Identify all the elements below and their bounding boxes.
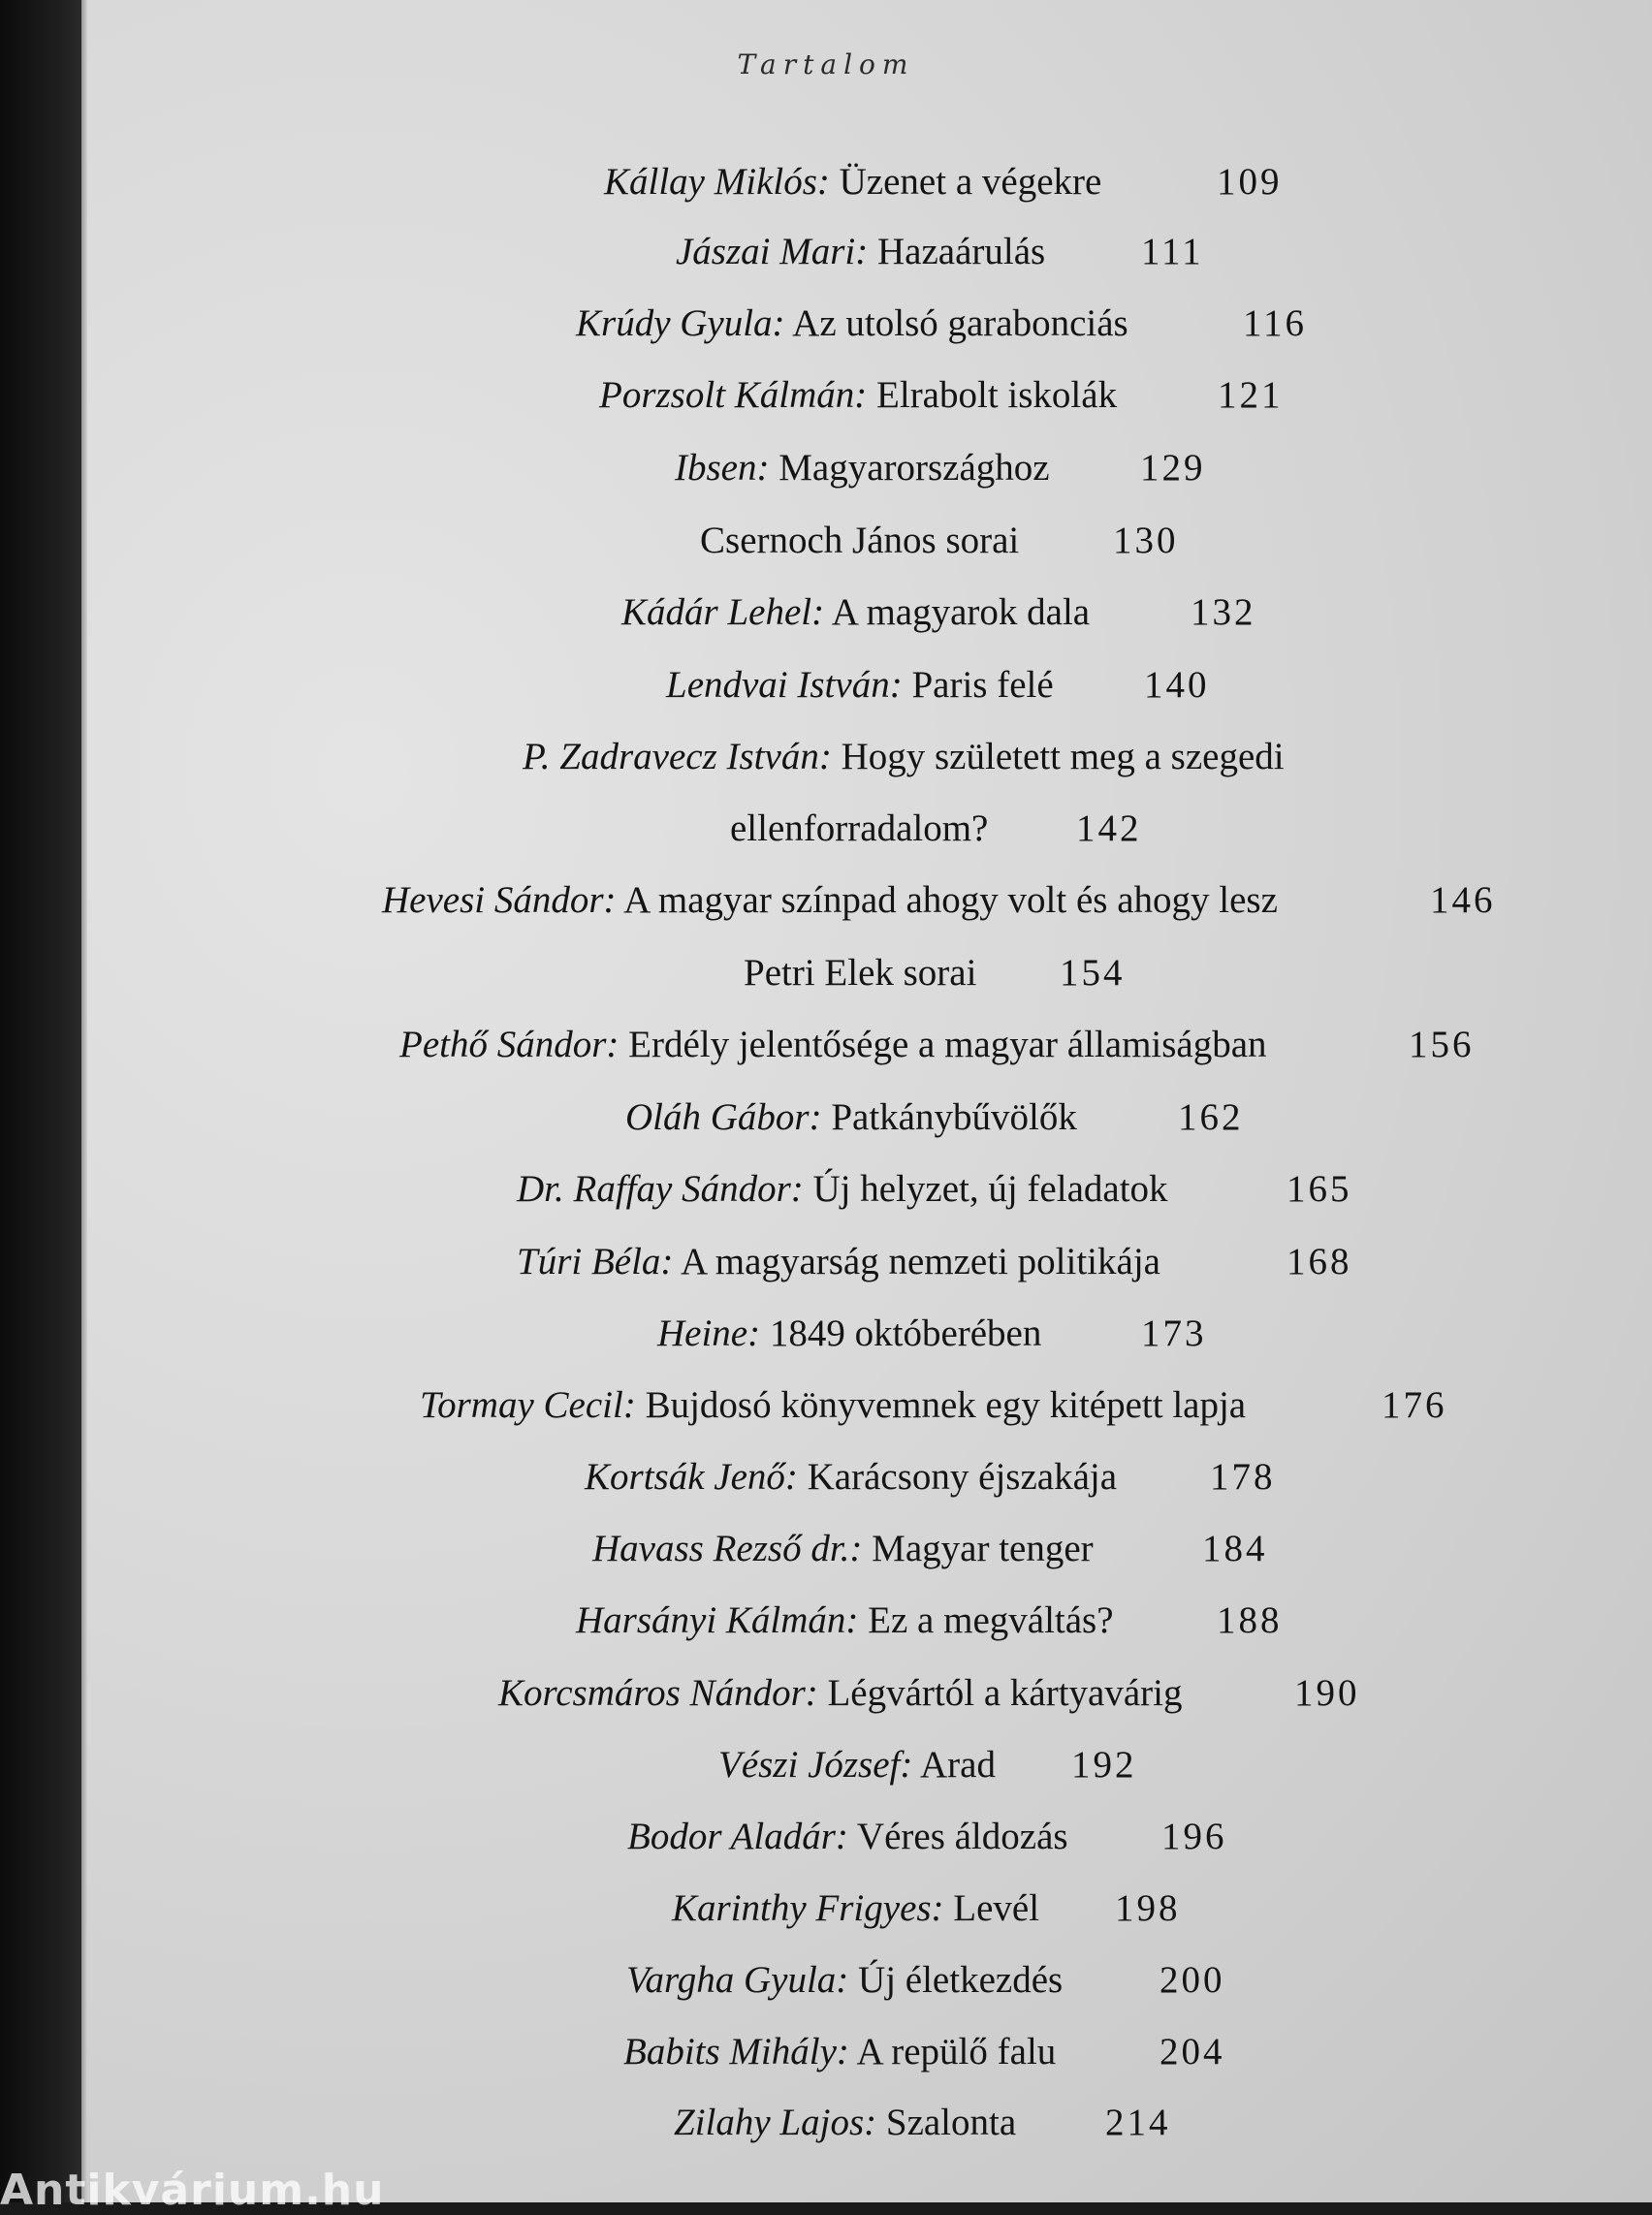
toc-entry-author: Vészi József:: [718, 1744, 913, 1786]
toc-entry-author: P. Zadravecz István:: [523, 736, 832, 777]
toc-entry-author: Ibsen:: [675, 447, 770, 489]
toc-entry-author: Oláh Gábor:: [625, 1096, 822, 1138]
toc-entry-page-number: 121: [1218, 374, 1284, 416]
toc-entry-title: ellenforradalom?: [730, 807, 989, 849]
toc-entry-title: Erdély jelentősége a magyar államiságban: [628, 1024, 1267, 1065]
toc-entry: [585, 1458, 1117, 1496]
toc-entry-author: Tormay Cecil:: [420, 1384, 636, 1426]
toc-entry-author: Harsányi Kálmán:: [576, 1599, 859, 1641]
toc-entry-title: Légvártól a kártyavárig: [827, 1672, 1183, 1714]
toc-entry-page-number: 204: [1160, 2031, 1225, 2073]
toc-entry: [718, 1746, 996, 1784]
toc-entry-page-number: 168: [1287, 1241, 1352, 1282]
toc-entry-author: Korcsmáros Nándor:: [498, 1672, 818, 1714]
toc-entry: [744, 954, 976, 992]
toc-entry-page-number: 156: [1409, 1024, 1475, 1065]
toc-entry-title: Bujdosó könyvemnek egy kitépett lapja: [645, 1384, 1247, 1426]
toc-entry-page-number: 188: [1217, 1599, 1283, 1641]
toc-entry-title: Új életkezdés: [858, 1959, 1064, 2001]
toc-entry: [621, 593, 1090, 631]
toc-entry-page-number: 173: [1141, 1313, 1207, 1354]
toc-entry: [498, 1674, 1182, 1712]
toc-entry-page-number: 184: [1202, 1528, 1268, 1569]
toc-entry-title: A magyarok dala: [831, 591, 1091, 633]
toc-entry: [576, 304, 1128, 342]
toc-entry-title: Szalonta: [885, 2102, 1017, 2143]
toc-entry-title: Elrabolt iskolák: [876, 374, 1118, 416]
toc-entry-author: Kortsák Jenő:: [585, 1456, 798, 1498]
toc-entry-page-number: 196: [1161, 1816, 1227, 1857]
running-head: Tartalom: [737, 48, 915, 80]
toc-entry-title: Karácsony éjszakája: [807, 1456, 1118, 1498]
toc-entry-page-number: 154: [1060, 952, 1126, 994]
toc-entry-page-number: 116: [1243, 302, 1308, 344]
toc-entry-title: Üzenet a végekre: [839, 161, 1102, 203]
toc-entry-author: Jászai Mari:: [676, 231, 869, 272]
toc-entry: [730, 809, 988, 847]
toc-entry: [623, 2033, 1056, 2071]
toc-entry-page-number: 142: [1076, 807, 1142, 849]
toc-entry: [625, 1098, 1077, 1136]
toc-entry-page-number: 176: [1382, 1384, 1447, 1426]
toc-entry-author: Zilahy Lajos:: [674, 2102, 877, 2143]
toc-entry: [517, 1170, 1168, 1208]
toc-entry: [627, 1818, 1068, 1855]
toc-entry-title: Ez a megváltás?: [868, 1599, 1114, 1641]
toc-entry-page-number: 198: [1115, 1887, 1181, 1929]
toc-entry: [399, 1026, 1267, 1063]
toc-entry-page-number: 162: [1178, 1096, 1244, 1138]
toc-entry-title: Petri Elek sorai: [744, 952, 977, 994]
toc-entry-page-number: 129: [1140, 447, 1206, 489]
toc-entry: [675, 449, 1050, 487]
toc-entry: [382, 881, 1278, 919]
toc-entry: [592, 1530, 1094, 1567]
toc-entry: [674, 2104, 1016, 2141]
toc-entry-title: Paris felé: [911, 664, 1054, 706]
toc-entry-author: Kállay Miklós:: [604, 161, 830, 203]
toc-entry-page-number: 214: [1105, 2102, 1171, 2143]
toc-entry-title: Magyar tenger: [872, 1528, 1094, 1569]
toc-entry-title: Levél: [953, 1887, 1040, 1929]
toc-entry-author: Pethő Sándor:: [399, 1024, 620, 1065]
toc-entry-title: Magyarországhoz: [778, 447, 1050, 489]
toc-entry-title: Arad: [919, 1744, 996, 1786]
toc-entry: [626, 1961, 1063, 1999]
toc-entry-title: A magyarság nemzeti politikája: [681, 1241, 1160, 1282]
toc-entry-title: Az utolsó garabonciás: [792, 302, 1128, 344]
toc-entry-title: A magyar színpad ahogy volt és ahogy lesz: [623, 879, 1278, 921]
toc-entry-author: Heine:: [657, 1313, 761, 1354]
toc-entry: [672, 1889, 1039, 1927]
toc-entry-author: Vargha Gyula:: [626, 1959, 849, 2001]
toc-entry-title: Hazaárulás: [877, 231, 1046, 272]
toc-entry-page-number: 165: [1287, 1168, 1352, 1210]
toc-entry-title: Véres áldozás: [856, 1816, 1068, 1857]
toc-entry: [517, 1243, 1160, 1281]
toc-entry-page-number: 140: [1144, 664, 1210, 706]
toc-entry: [676, 233, 1045, 270]
toc-entry-author: Bodor Aladár:: [627, 1816, 848, 1857]
toc-entry-page-number: 109: [1217, 161, 1283, 203]
toc-entry-author: Hevesi Sándor:: [382, 879, 617, 921]
toc-entry-author: Babits Mihály:: [623, 2031, 849, 2073]
toc-entry-title: Patkánybűvölők: [831, 1096, 1077, 1138]
toc-entry-title: 1849 októberében: [769, 1313, 1042, 1354]
toc-entry-author: Porzsolt Kálmán:: [599, 374, 868, 416]
toc-entry-page-number: 190: [1294, 1672, 1360, 1714]
toc-entry: [604, 163, 1101, 201]
toc-entry-title: A repülő falu: [856, 2031, 1057, 2073]
toc-entry-author: Dr. Raffay Sándor:: [517, 1168, 804, 1210]
watermark-logo: Antikvárium.hu: [0, 2166, 385, 2215]
toc-entry-page-number: 111: [1141, 231, 1204, 272]
toc-entry-page-number: 132: [1191, 591, 1256, 633]
toc-entry-author: Túri Béla:: [517, 1241, 674, 1282]
toc-entry: [666, 666, 1054, 704]
toc-entry: [657, 1314, 1041, 1352]
toc-entry: [523, 738, 1285, 775]
toc-entry-page-number: 130: [1113, 520, 1179, 561]
toc-entry-author: Kádár Lehel:: [621, 591, 825, 633]
toc-entry-author: Karinthy Frigyes:: [672, 1887, 944, 1929]
toc-entry: [420, 1386, 1246, 1424]
toc-entry: [599, 376, 1117, 414]
toc-entry-page-number: 192: [1071, 1744, 1137, 1786]
toc-entry-page-number: 178: [1210, 1456, 1276, 1498]
toc-entry-title: Új helyzet, új feladatok: [812, 1168, 1168, 1210]
toc-entry-page-number: 200: [1160, 1959, 1225, 2001]
toc-entry-title: Csernoch János sorai: [700, 520, 1020, 561]
toc-entry: [576, 1601, 1114, 1639]
toc-entry-author: Krúdy Gyula:: [576, 302, 785, 344]
toc-entry-page-number: 146: [1430, 879, 1496, 921]
toc-entry-title: Hogy született meg a szegedi: [841, 736, 1285, 777]
toc-entry: [700, 522, 1019, 559]
toc-entry-author: Havass Rezső dr.:: [592, 1528, 863, 1569]
toc-entry-author: Lendvai István:: [666, 664, 903, 706]
